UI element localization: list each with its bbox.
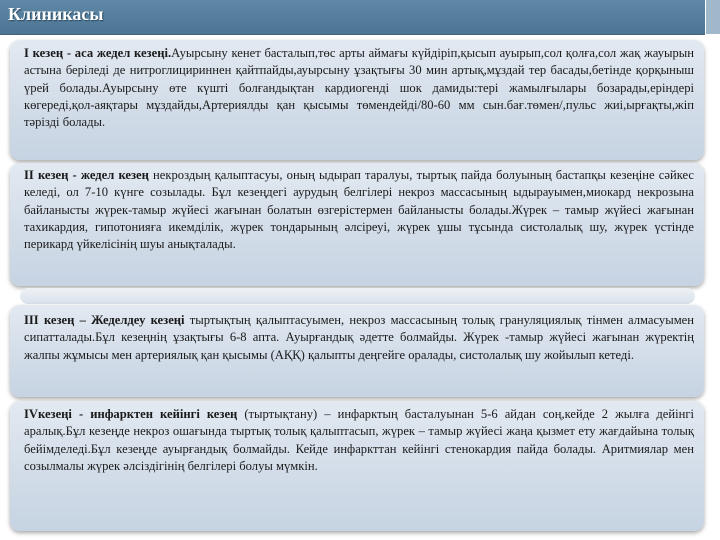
stage-text: некроздың қалыптасуы, оның ыдырап таралуы, тыртық пайда болуының бастапқы кезеңіне сәйкес келеді, ол 7-10 күнге созылады. Бұл кезеңдегі аурудың белгілері некроз массасының ыдырауымен,миокард некрозына байланысты жүрек-тамыр жүйесі жағынан болатын өзгерістермен байланысты болады.Жүрек – тамыр жүйесі жағынан тахикардия, гипотонияға икемділік, жүрек тондарының әлсіреуі, жүрек ұшы тұсында систолалық шу, жүрек үстінде перикард үйкелісінің шуы анықталады. xyxy=(24,168,694,252)
stage-heading: III кезең – Жеделдеу кезеңі xyxy=(24,313,185,327)
stage-text: тыртықтың қалыптасуымен, некроз массасының толық грануляциялық тінмен алмасуымен сипатталады.Бұл кезеңнің ұзақтығы 6-8 апта. Ауырғандық әдетте болмайды. Жүрек -тамыр жүйесі жағынан жүректің жалпы жұмысы мен артериялық қан қысымы (АҚҚ) қалыпты деңгейге оралады, систолалық шу жойылып кетеді. xyxy=(24,313,694,362)
stage-heading: II кезең - жедел кезең xyxy=(24,168,149,182)
panel-divider xyxy=(20,288,695,304)
stage-panel-3 xyxy=(10,305,704,397)
page-title: Клиникасы xyxy=(8,4,104,24)
title-accent xyxy=(706,0,720,34)
stage-heading: I кезең - аса жедел кезеңі. xyxy=(24,46,172,60)
stage-text: Ауырсыну кенет басталып,төс арты аймағы күйдіріп,қысып ауырып,сол қолға,сол жақ жауырын астына беріледі де нитроглицириннен қайтпайды,ауырсыну ұзақтығы 30 мин артық,мұздай тер басады,бетінде қорқыныш үрей болады.Ауырсыну өте күшті болғандықтан кардиогенді шок дамиды:тері жамылғылары бозарады,еріндері көгереді,қол-аяқтары мұздайды,Артериялды қан қысымы төмендейді/80-60 мм сын.бағ.төмен/,пульс жиі,ырғақты,жіп тәрізді болады. xyxy=(24,46,694,130)
title-bar xyxy=(0,0,705,35)
stage-heading: IVкезеңі - инфарктен кейінгі кезең xyxy=(24,407,238,421)
stage-text: (тыртықтану) – инфарктың басталуынан 5-6 айдан соң,кейде 2 жылға дейінгі аралық.Бұл кезеңде некроз ошағында тыртық толық қалыптасып, жүрек – тамыр жүйесі жаңа қызмет ету жағдайына толық бейімделеді.Бұл кезеңде ауырғандық болмайды. Кейде инфаркттан кейінгі стенокардия пайда болады. Аритмиялар мен созылмалы жүрек әлсіздігінің белгілері болуы мүмкін. xyxy=(24,407,694,473)
stage-panel-1 xyxy=(10,40,704,160)
stage-panel-4 xyxy=(10,401,704,531)
stage-panel-2 xyxy=(10,163,704,286)
